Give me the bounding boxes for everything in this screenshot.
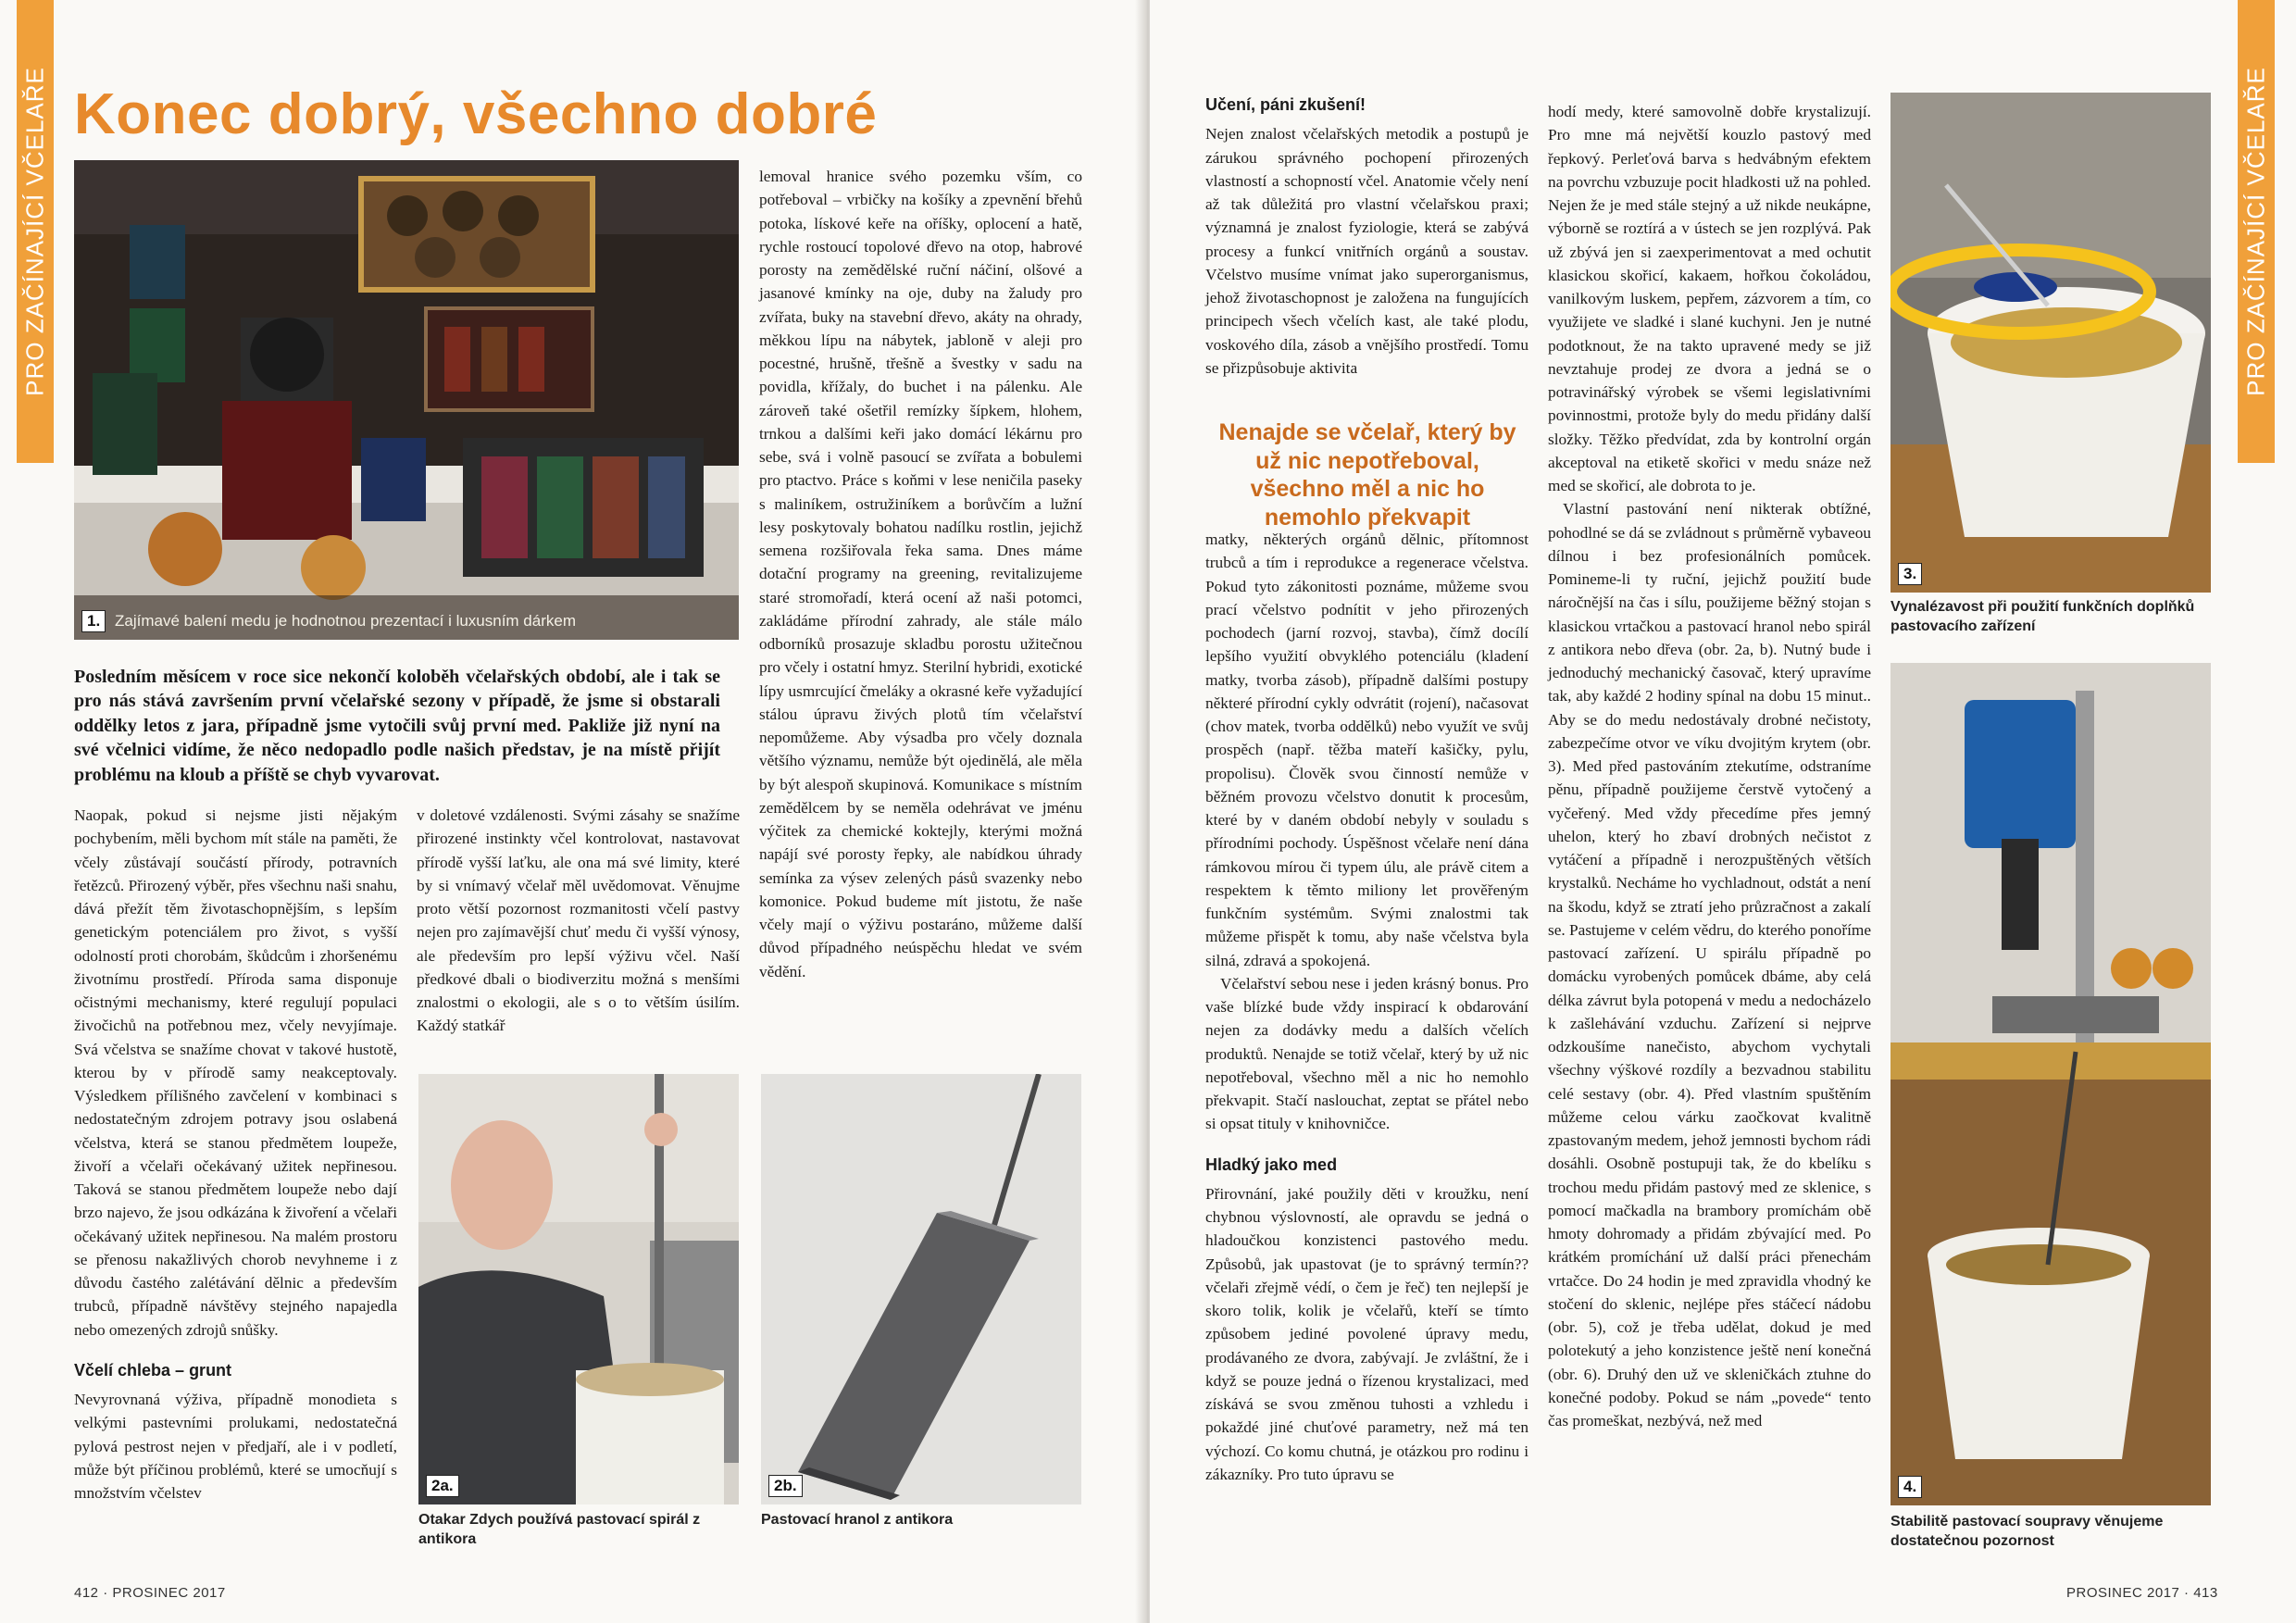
figure-2a-caption: Otakar Zdych používá pastovací spirál z antikora: [418, 1512, 701, 1547]
subheading-hladky: Hladký jako med: [1205, 1155, 1338, 1174]
left-column-1: [74, 804, 397, 1504]
figure-4-number: 4.: [1898, 1476, 1922, 1498]
figure-2b-caption: Pastovací hranol z antikora: [761, 1512, 954, 1528]
folio-right: PROSINEC 2017 · 413: [2066, 1585, 2218, 1601]
section-tab-left: [17, 0, 54, 463]
paragraph: hodí medy, které samovolně dobře krystalizují. Pro mne má největší kouzlo pastový med řepkový. Perleťová barva s hedvábným efektem na povrchu vzbuzuje pocit hladkosti už na pohled. Nejen že je med stále stejný a už nikde neukápne, výborně se roztírá a v ústech se jen rozplývá. Pak už zbývá jen si zaexperimentovat a med ochutit klasickou skořicí, kakaem, hořkou čokoládou, vanilkovým luskem, pepřem, zázvorem a tím, co využijete ve sladké i slané kuchyni. Jen je nutné podotknout, že na takto upravené medy se již nevztahuje prodej ze dvora a jedná se o potravinářský výrobek se všemi legislativními povinnostmi, protože byly do medu přidány další složky. Těžko předvídat, zda by kontrolní orgán akceptoval na etiketě skořici v medu snáze než med se skořicí, ale dobrota to je.: [1548, 103, 1871, 494]
paragraph: v doletové vzdálenosti. Svými zásahy se snažíme přirozené instinkty včel kontrolovat, nastavovat přírodě vyšší laťku, ale ona má své limity, které by si vnímavý včelař měl uvědomovat. Věnujme proto větší pozornost rozmanitosti včelí pastvy nejen pro zajímavější chuť medu či vyšší výnosy, ale především pro lepší výživu včel. Naší předkové dbali o biodiverzitu možná s menšími znalostmi o ekologii, ale s o to větším úsilím. Každý statkář: [417, 806, 740, 1035]
paragraph: Včelařství sebou nese i jeden krásný bonus. Pro vaše blízké bude vždy inspirací k obdarování nejen za dodávky medu a dalších včelích produktů. Nenajde se totiž včelař, který by už nic nepotřeboval, všechno měl a nic ho nemohlo překvapit. Stačí naslouchat, zeptat se přátel nebo si opsat tituly v knihovničce.: [1205, 974, 1529, 1133]
left-column-3: [759, 165, 1082, 983]
figure-4-caption: Stabilitě pastovací soupravy věnujeme dostatečnou pozornost: [1890, 1514, 2164, 1549]
right-column-2: [1548, 100, 1871, 1432]
pull-quote: Nenajde se včelař, který by už nic nepotřeboval, všechno měl a nic ho nemohlo překvapit: [1218, 419, 1516, 531]
left-column-2: [417, 804, 740, 1038]
figure-4-photo: [1890, 663, 2211, 1505]
article-lead: Posledním měsícem v roce sice nekončí koloběh včelařských období, ale i tak se pro nás stává završením první včelařské sezony v případě, že jsme si obstarali oddělky letos z jara, případně jsme vytočili svůj první med. Pakliže již nyní na své včelnici vidíme, že něco nedopadlo podle našich představ, je na místě přijít problému na kloub a příště se chyb vyvarovat.: [74, 667, 720, 785]
figure-3-caption: Vynalézavost při použití funkčních doplňků pastovacího zařízení: [1890, 599, 2195, 634]
folio-left: 412 · PROSINEC 2017: [74, 1585, 226, 1601]
figure-3-photo: [1890, 93, 2211, 593]
figure-2b-photo: [761, 1074, 1081, 1504]
paragraph: Nevyrovnaná výživa, případně monodieta s velkými pastevními prolukami, nedostatečná pylová pestrost nejen v předjaří, ale i v podletí, může být příčinou problémů, které se umocňují s množstvím včelstev: [74, 1391, 397, 1503]
subheading-uceni: Učení, páni zkušení!: [1205, 95, 1366, 114]
paragraph: Nejen znalost včelařských metodik a postupů je zárukou správného pochopení přirozených vlastností a schopností včel. Anatomie včely není až tak důležitá pro vlastní včelařskou praxi; významná je znalost fyziologie, která se zabývá procesy a funkcí vnitřních orgánů a soustav. Včelstvo musíme vnímat jako superorganismus, jehož životaschopnost je založena na fungujících principech všech včelích kast, ale také plodu, voskového díla, zásob a vnějšího prostředí. Tomu se přizpůsobuje aktivita: [1205, 125, 1529, 377]
figure-1-number: 1.: [81, 610, 106, 632]
pasting-bar-illustration: [761, 1074, 1081, 1504]
paragraph: Přirovnání, jaké použily děti v kroužku, není chybnou výslovností, ale opravdu se jedná o hladoučkou konzistenci pastového medu. Způsobů, jak upastovat (je to správný termín?? včelaři zřejmě védí, o čem je řeč) ten nejlepší je skoro tolik, kolik je včelařů, kteří se tímto způsobem jediné povolené úpravy medu, prodávaného ze dvora, zabývají. Je zvláštní, že i když se pouze jedná o řízenou krystalizaci, med získává se svou změnou tuhosti a vzhledu i pokaždé jiné chuťové parametry, než má ten výchozí. Co komu chutná, je otázkou pro rodinu i zákazníky. Pro tuto úpravu se: [1205, 1184, 1529, 1483]
figure-1-photo: [74, 160, 739, 640]
honey-display-illustration: [74, 160, 739, 640]
right-page: [1150, 0, 2296, 1623]
figure-1-caption: Zajímavé balení medu je hodnotnou prezentací i luxusním dárkem: [115, 612, 576, 630]
figure-3-number: 3.: [1898, 563, 1922, 585]
paragraph: Vlastní pastování není nikterak obtížné, pohodlné se dá se zvládnout s průměrně vybaveou dílnou i bez profesionálních pomůcek. Pomineme-li ty ruční, jejichž použití bude náročnější na čas i sílu, použijeme běžný stojan s klasickou vrtačkou a pastovací hranol nebo spirál z antikora nebo dřeva (obr. 2a, b). Nutný bude i jednoduchý mechanický časovač, který upravíme tak, aby každé 2 hodiny spínal na dobu 15 minut.. Aby se do medu nedostávaly drobné nečistoty, zabezpečíme otvor ve víku dvojitým krytem (obr. 3). Med před pastováním ztekutíme, odstraníme pěnu, případně použijeme čerstvě vytočený a vyčeřený. Med vždy přecedíme přes jemný uhelon, který ho zbaví drobných nečistot z vytáčení a případně i nerozpuštěných větších krystalků. Necháme ho vychladnout, odstát a není na škodu, když se ztratí jeho průzračnost a zakalí se. Pastujeme v celém vědru, do kterého ponoříme pastovací zařízení. U spirálu případně po domácku vyrobených pomůcek dbáme, aby celá délka závrut byla potopená v medu a nedocházelo k zašlehávání vzduchu. Zařízení si nejprve odzkoušíme nanečisto, abychom vychytali všechny výškové rozdíly a bezvadnou stabilitu celé sestavy (obr. 4). Před vlastním spuštěním můžeme celou várku zaočkovat kvalitně zpastovaným medem, jehož jemnosti bychom rádi dosáhli. Osobně postupuji tak, že do kbelíku s trochou medu přidám pastový med ze sklenice, s pomocí mačkadla na brambory promíchám obě hmoty dohromady a přidám zbývající med. Po krátkém promíchání už další práci přenechám vrtačce. Do 24 hodin je med zpravidla vhodný ke stočení do sklenic, nejlépe přes stáčecí nádobu (obr. 5), což je třeba udělat, dokud je med polotekutý a jeho konzistence ještě není konečná (obr. 6). Druhý den už ve skleničkách ztuhne do konečné podoby. Pokud se nám „povede“ tento čas promeškat, nezbývá, než med: [1548, 500, 1871, 1429]
paragraph: lemoval hranice svého pozemku vším, co potřeboval – vrbičky na košíky a zpevnění břehů potoka, lískové keře na oříšky, oplocení a hatě, rychle rostoucí topolové dřevo na otop, habrové porosty na zemědělské ruční náčiní, olšové a jasanové kmínky na oje, duby na žaludy pro zvířata, buky na stavební dřevo, akáty na ohrady, měkkou lípu na nábytek, jabloně v aleji pro pocestné, hrušně, třešně a švestky v sadu na povidla, křížaly, do buchet i na pálenku. Ale zároveň také ošetřil remízky šípkem, hlohem, trnkou a dalšími keři jako domácí lékárnu pro sebe, svá i volně pasoucí se zvířata a bobulemi pro ptactvo. Práce s koňmi v lese neničila paseky s maliníkem, ostružiníkem a borůvčím a lužní lesy poskytovaly bohatou nadílku rostlin, jejichž semena rozšiřovala řeka sama. Dnes máme dotační programy na greening, revitalizujeme staré stromořadí, která ocení až naši potomci, zakládáme přírodní zahrady, ale stále málo odborníků prosazuje skladbu porostu užitečnou pro včely i ostatní hmyz. Sterilní hybridi, exotické lípy usmrcující čmeláky a okrasné keře vyžadující stálou úpravu živých plotů tím včelařství nepomůžeme. Aby výsadba pro včely doznala většího významu, nemůže být ojedinělá, ale měla by být alespoň skupinová. Komunikace s místním zemědělcem by se neměla odehrávat ve jménu výčitek za chemické koktejly, kterými možná napájí své porosty řepky, ale nabídkou úhrady semínka za výsev zelených pásů svazenky nebo komonice. Pokud budeme mít jistotu, že naše včely mají o výživu postaráno, můžeme další důvod případného neúspěchu hledat ve svém vědění.: [759, 168, 1082, 980]
section-tab-right: [2238, 0, 2275, 463]
bucket-lid-illustration: [1890, 93, 2211, 593]
paragraph: Naopak, pokud si nejsme jisti nějakým pochybením, měli bychom mít stále na paměti, že včely zůstávají součástí přírody, potravních řetězců. Přirozený výběr, přes všechnu naši snahu, dává přežít těm životaschopnějším, s lepším genetickým potenciálem pro život, s vyšší odolností proti chorobám, škůdcům i zhoršenému životnímu prostředí. Příroda sama disponuje očistnými mechanismy, které regulují populaci živočichů na potřebnou mez, včely nevyjímaje. Svá včelstva se snažíme chovat v takové hustotě, kterou by v přírodě samy neakceptovaly. Výsledkem přílišného zavčelení v kombinaci s nedostatečným zdrojem potravy jsou oslabená včelstva, která se stanou předmětem loupeže, živoří a včelaři očekávaný užitek nepřinesou. Taková se stanou předmětem loupeže nebo dají brzo najevo, že jsou odkázána k živoření a včelaři očekávaný užitek nepřinesou. Na malém prostoru se přenosu nakažlivých chorob nevyhneme i z důvodu častého zalétávání dělnic a především trubců, případně návštěvy stejného napajedla nebo omezených zdrojů snůšky.: [74, 806, 397, 1339]
article-title: Konec dobrý, všechno dobré: [74, 82, 878, 146]
figure-2a-number: 2a.: [426, 1475, 459, 1497]
section-tab-label: PRO ZAČÍNAJÍCÍ VČELAŘE: [2241, 67, 2270, 396]
man-with-spiral-illustration: [418, 1074, 739, 1504]
drill-stand-illustration: [1890, 663, 2211, 1505]
paragraph: matky, některých orgánů dělnic, přítomnost trubců a tím i reprodukce a regenerace včelstva. Pokud tyto zákonitosti poznáme, můžeme svou prací včelstvo podnítit v jeho přirozených pochodech (jarní rozvoj, stavba), čímž docílí lepšího využití obvyklého potenciálu (kladení matky, tvorba zásob), případně dalšími postupy některé přírodní cykly odvrátit (rojení), načasovat (chov matek, tvorba oddělků) nebo využít ve svůj prospěch (např. těžba mateří kašičky, pylu, propolisu). Člověk svou činností nemůže v běžném provozu včelstvo donutit k procesům, které by v daném období nebyly v souladu s přírodními pochody. Úspěšnost včelaře není dána rámkovou mírou či typem úlu, ale právě citem a respektem k těmto miliony let prověřeným funkčním systémům. Svými znalostmi tak můžeme přispět k tomu, aby naše včelstva byla silná, zdravá a spokojená.: [1205, 531, 1529, 969]
section-tab-label: PRO ZAČÍNAJÍCÍ VČELAŘE: [20, 67, 49, 396]
right-column-1: [1205, 93, 1529, 1486]
left-page: [0, 0, 1146, 1623]
figure-2b-number: 2b.: [768, 1475, 803, 1497]
figure-2a-photo: [418, 1074, 739, 1504]
subheading-grunt: Včelí chleba – grunt: [74, 1360, 232, 1380]
